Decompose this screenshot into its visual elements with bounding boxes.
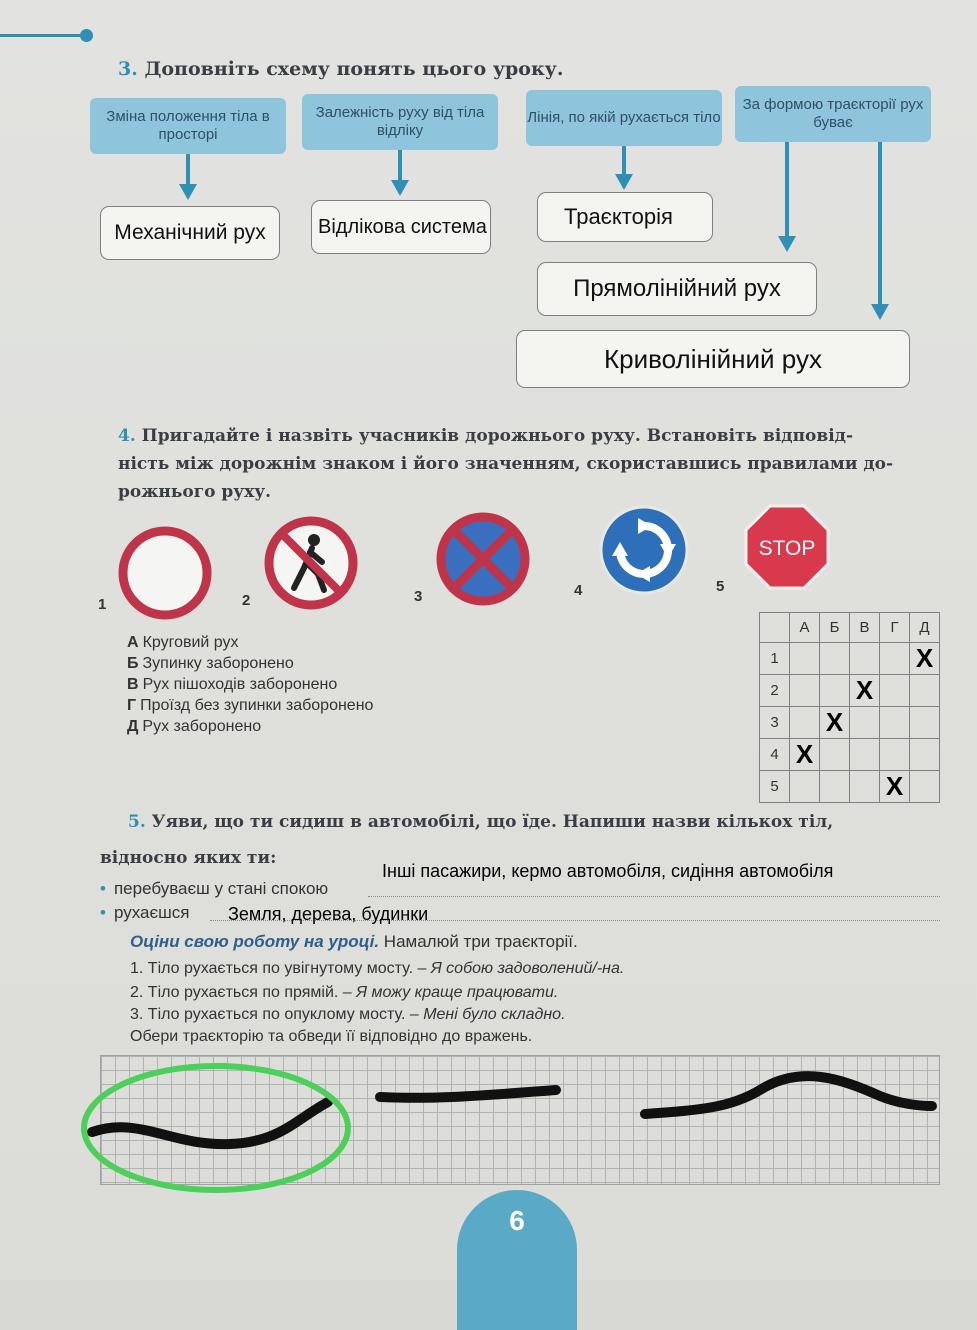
evaluation-line-3-text: 3. Тіло рухається по опуклому мосту. – [130, 1006, 419, 1023]
option-a-letter: А [127, 634, 139, 651]
arrow-5 [878, 142, 882, 306]
grid-cell [820, 739, 850, 771]
answer-box-3: Траєкторія [537, 192, 713, 242]
option-a-text: Круговий рух [142, 634, 239, 651]
sign-number-1: 1 [98, 596, 107, 613]
task4-title-line-3: рожнього руху. [118, 482, 272, 502]
grid-row-header: 2 [760, 675, 790, 707]
answer-box-1: Механічний рух [100, 206, 280, 260]
convex-trajectory-stroke [645, 1076, 932, 1114]
grid-cell [880, 739, 910, 771]
grid-row-header: 5 [760, 771, 790, 803]
answer-box-4: Прямолінійний рух [537, 262, 817, 316]
option-g [127, 697, 373, 715]
x-mark-icon: X [915, 643, 934, 673]
grid-cell [790, 771, 820, 803]
grid-cell [790, 739, 820, 771]
task5-item-2 [100, 903, 190, 923]
no-vehicles-sign-icon [118, 526, 212, 620]
option-d [127, 718, 261, 736]
grid-cell [820, 771, 850, 803]
option-g-letter: Г [127, 697, 137, 714]
answer-grid [759, 612, 940, 803]
grid-cell [820, 675, 850, 707]
grid-cell [910, 707, 940, 739]
arrow-2 [398, 150, 402, 182]
grid-cell [850, 643, 880, 675]
sign-number-2: 2 [242, 592, 251, 609]
arrow-3-head [615, 174, 633, 190]
arrow-3 [622, 146, 626, 176]
task4-title-line-1 [118, 422, 893, 450]
page-number: 6 [509, 1205, 525, 1236]
evaluation-line-3-italic: Мені було складно. [423, 1006, 566, 1023]
grid-cell [880, 707, 910, 739]
grid-column-header: В [850, 613, 880, 643]
option-v-text: Рух пішоходів заборонено [142, 676, 338, 693]
grid-cell [790, 675, 820, 707]
arrow-2-head [391, 180, 409, 196]
concept-prompt-1: Зміна положення тіла в просторі [90, 98, 286, 154]
x-mark-icon: X [885, 771, 904, 801]
grid-corner-cell [760, 613, 790, 643]
task5-answer-1: Інші пасажири, кермо автомобіля, сидіння автомобіля [382, 861, 834, 881]
arrow-5-head [871, 304, 889, 320]
grid-cell [790, 707, 820, 739]
option-g-text: Проїзд без зупинки заборонено [140, 697, 374, 714]
grid-cell [880, 771, 910, 803]
task3-title [118, 58, 563, 80]
grid-cell [820, 643, 850, 675]
arrow-1 [186, 154, 190, 186]
grid-cell [850, 675, 880, 707]
evaluation-title-text: Оціни свою роботу на уроці. [130, 932, 380, 951]
task4-number: 4. [118, 426, 136, 446]
trajectory-drawings [80, 1060, 950, 1200]
evaluation-instruction: Обери траєкторію та обведи її відповідно до вражень. [130, 1028, 533, 1045]
task3-number: 3. [118, 58, 138, 80]
no-pedestrians-sign-icon [264, 516, 358, 610]
grid-cell [910, 643, 940, 675]
task5-item-2-label: рухаєшся [113, 903, 190, 922]
grid-row [760, 771, 940, 803]
bullet-icon: • [100, 903, 106, 922]
answer-line-1 [368, 896, 940, 897]
grid-row-header: 3 [760, 707, 790, 739]
task5-number: 5. [128, 812, 146, 832]
task4-title-text-1: Пригадайте і назвіть учасників дорожнього руху. Встановіть відповід- [141, 426, 854, 446]
task5-answer-2: Земля, дерева, будинки [228, 904, 429, 924]
option-d-letter: Д [127, 718, 139, 735]
stop-sign-icon [744, 504, 830, 590]
grid-cell [850, 739, 880, 771]
task3-text: Доповніть схему понять цього уроку. [144, 58, 564, 80]
arrow-4-head [778, 236, 796, 252]
option-d-text: Рух заборонено [142, 718, 262, 735]
grid-row [760, 675, 940, 707]
grid-column-header: Б [820, 613, 850, 643]
header-dot [80, 29, 93, 42]
x-mark-icon: X [825, 707, 844, 737]
grid-header-row [760, 613, 940, 643]
x-mark-icon: X [855, 675, 874, 705]
grid-row-header: 4 [760, 739, 790, 771]
concept-prompt-4: За формою траєкторії рух буває [735, 86, 931, 142]
evaluation-line-2 [130, 984, 558, 1002]
grid-column-header: Д [910, 613, 940, 643]
bullet-icon: • [100, 879, 106, 898]
evaluation-line-1-text: 1. Тіло рухається по увігнутому мосту. – [130, 960, 427, 977]
grid-cell [880, 675, 910, 707]
grid-cell [910, 739, 940, 771]
sign-number-5: 5 [716, 578, 725, 595]
task5-title-line-1 [128, 812, 833, 832]
sign-number-3: 3 [414, 588, 423, 605]
grid-cell [820, 707, 850, 739]
option-b-text: Зупинку заборонено [142, 655, 294, 672]
evaluation-subtitle: Намалюй три траєкторії. [383, 932, 578, 951]
arrow-4 [785, 142, 789, 238]
grid-row [760, 707, 940, 739]
concept-prompt-2: Залежність руху від тіла відліку [302, 94, 498, 150]
grid-cell [790, 643, 820, 675]
task4-title-line-2: ність між дорожнім знаком і його значенням, скориставшись правилами до- [118, 454, 894, 474]
option-b [127, 655, 294, 673]
task5-title-line-2: відносно яких ти: [100, 848, 277, 868]
arrow-1-head [179, 184, 197, 200]
task5-item-1-label: перебуваєш у стані спокою [113, 879, 329, 898]
roundabout-sign-icon [598, 504, 690, 596]
grid-cell [880, 643, 910, 675]
evaluation-line-3 [130, 1006, 566, 1024]
concept-prompt-3: Лінія, по якій рухається тіло [526, 90, 722, 146]
evaluation-line-2-text: 2. Тіло рухається по прямій. – [130, 984, 352, 1001]
option-v-letter: В [127, 676, 139, 693]
evaluation-title [130, 932, 578, 952]
header-line [0, 34, 86, 37]
option-a [127, 634, 239, 652]
x-mark-icon: X [795, 739, 814, 769]
evaluation-line-2-italic: Я можу краще працювати. [356, 984, 559, 1001]
grid-cell [850, 771, 880, 803]
grid-cell [910, 771, 940, 803]
grid-cell [910, 675, 940, 707]
answer-box-2: Відлікова система [311, 200, 491, 254]
grid-row [760, 739, 940, 771]
no-stopping-sign-icon [436, 512, 530, 606]
grid-column-header: А [790, 613, 820, 643]
option-v [127, 676, 337, 694]
grid-row [760, 643, 940, 675]
stop-sign-text: STOP [758, 537, 816, 560]
evaluation-line-1-italic: Я собою задоволений/-на. [430, 960, 625, 977]
evaluation-line-1 [130, 960, 624, 978]
task4-title [118, 422, 893, 506]
task5-item-1 [100, 879, 328, 899]
grid-column-header: Г [880, 613, 910, 643]
grid-row-header: 1 [760, 643, 790, 675]
answer-box-5: Криволінійний рух [516, 330, 910, 388]
sign-number-4: 4 [574, 582, 583, 599]
straight-trajectory-stroke [380, 1090, 556, 1098]
option-b-letter: Б [127, 655, 139, 672]
concave-trajectory-stroke [92, 1102, 328, 1144]
grid-cell [850, 707, 880, 739]
task5-title-text: Уяви, що ти сидиш в автомобілі, що їде. Напиши назви кількох тіл, [151, 812, 834, 832]
